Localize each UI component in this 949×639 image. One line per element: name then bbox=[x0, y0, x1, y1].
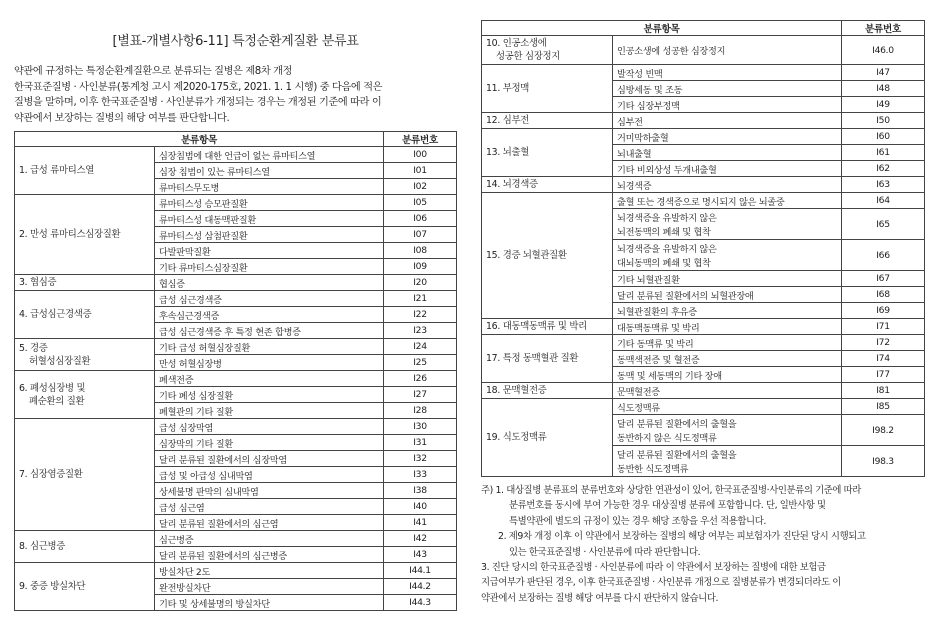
footnote-line: 3. 진단 당시의 한국표준질병 · 사인분류에 따라 이 약관에서 보장하는 질병에 대한 보험금 bbox=[481, 561, 826, 573]
item-name-cell bbox=[613, 65, 842, 81]
item-name: 급성 및 아급성 심내막염 bbox=[159, 470, 253, 482]
item-name: 동맥색전증 및 혈전증 bbox=[617, 354, 700, 366]
group-name-cell bbox=[482, 113, 613, 129]
item-name-cell bbox=[613, 446, 842, 477]
item-code-cell: I47 bbox=[842, 65, 925, 81]
group-name-line: 16. 대동맥동맥류 및 박리 bbox=[486, 321, 587, 332]
item-code-cell: I33 bbox=[384, 467, 457, 483]
item-name-cell bbox=[613, 81, 842, 97]
item-code-cell: I46.0 bbox=[842, 36, 925, 65]
item-name-cell bbox=[155, 451, 384, 467]
item-code-cell: I02 bbox=[384, 179, 457, 195]
item-name-cell bbox=[613, 399, 842, 415]
item-name: 출혈 또는 경색증으로 명시되지 않은 뇌졸중 bbox=[617, 196, 785, 208]
item-name-cell bbox=[155, 371, 384, 387]
group-name-cell bbox=[482, 65, 613, 113]
group-name-cell bbox=[482, 36, 613, 65]
item-name: 기타 비외상성 두개내출혈 bbox=[617, 164, 717, 176]
right-table-body bbox=[482, 36, 925, 477]
item-name-cell bbox=[155, 467, 384, 483]
item-name-cell bbox=[155, 227, 384, 243]
item-name: 달리 분류된 질환에서의 심근염 bbox=[159, 518, 279, 530]
item-name: 기타 및 상세불명의 방실차단 bbox=[159, 598, 270, 610]
item-code-cell: I22 bbox=[384, 307, 457, 323]
item-name-cell bbox=[613, 303, 842, 319]
item-name: 방실차단 2도 bbox=[159, 566, 211, 578]
item-name-cell bbox=[613, 209, 842, 240]
item-code-cell: I85 bbox=[842, 399, 925, 415]
item-name: 심장막의 기타 질환 bbox=[159, 438, 233, 450]
item-name-cell bbox=[613, 319, 842, 335]
item-name: 대뇌동맥의 폐쇄 및 협착 bbox=[617, 258, 711, 269]
group-name-cell bbox=[15, 371, 155, 419]
item-name-cell bbox=[613, 367, 842, 383]
item-code-cell: I06 bbox=[384, 211, 457, 227]
item-name: 기타 급성 허혈심장질환 bbox=[159, 342, 250, 354]
item-code-cell: I49 bbox=[842, 97, 925, 113]
group-name-line: 15. 경증 뇌혈관질환 bbox=[486, 250, 567, 261]
item-name-cell bbox=[155, 403, 384, 419]
item-name: 뇌경색증을 유발하지 않은 bbox=[617, 244, 717, 255]
group-name-line: 4. 급성심근경색증 bbox=[19, 309, 92, 320]
group-name-line: 19. 식도정맥류 bbox=[486, 432, 547, 443]
group-name-cell bbox=[482, 193, 613, 319]
item-code-cell: I00 bbox=[384, 147, 457, 163]
group-name-line: 9. 중증 방실차단 bbox=[19, 581, 86, 592]
group-name-line: 18. 문맥혈전증 bbox=[486, 385, 547, 396]
item-name: 달리 분류된 질환에서의 뇌혈관장애 bbox=[617, 290, 754, 302]
item-name-cell bbox=[613, 36, 842, 65]
document-title: [별표-개별사항6-11] 특정순환계질환 분류표 bbox=[112, 34, 359, 49]
group-name-cell bbox=[15, 339, 155, 371]
item-name: 달리 분류된 질환에서의 심장막염 bbox=[159, 454, 287, 466]
group-name-cell bbox=[482, 399, 613, 477]
item-code-cell: I07 bbox=[384, 227, 457, 243]
footnotes bbox=[481, 483, 925, 606]
table-row bbox=[15, 147, 457, 163]
table-row bbox=[15, 419, 457, 435]
header-category: 분류항목 bbox=[482, 21, 842, 36]
group-name-line: 5. 경증 bbox=[19, 342, 48, 354]
intro-line: 질병을 말하며, 이후 한국표준질병 · 사인분류가 개정되는 경우는 개정된 기준에 따라 이 bbox=[14, 97, 382, 108]
item-code-cell: I24 bbox=[384, 339, 457, 355]
footnote-line: 있는 한국표준질병 · 사인분류에 따라 판단합니다. bbox=[509, 546, 701, 558]
item-name: 동반하지 않은 식도정맥류 bbox=[617, 433, 717, 444]
item-name-cell bbox=[155, 195, 384, 211]
group-name-line: 허혈성심장질환 bbox=[29, 355, 91, 367]
table-header-row bbox=[482, 21, 925, 36]
item-name-cell bbox=[613, 145, 842, 161]
intro-line: 약관에서 보장하는 질병의 해당 여부를 판단합니다. bbox=[14, 112, 230, 124]
table-row bbox=[482, 129, 925, 145]
table-header-row bbox=[15, 132, 457, 147]
item-name: 뇌내출혈 bbox=[617, 148, 652, 160]
item-code-cell: I81 bbox=[842, 383, 925, 399]
intro-paragraph bbox=[14, 64, 457, 126]
item-name: 달리 분류된 질환에서의 심근병증 bbox=[159, 550, 287, 562]
item-name-cell bbox=[155, 563, 384, 579]
item-name-cell bbox=[155, 355, 384, 371]
item-name: 폐색전증 bbox=[159, 374, 194, 386]
group-name-line: 11. 부정맥 bbox=[486, 83, 529, 94]
item-name-cell bbox=[613, 335, 842, 351]
item-name: 식도정맥류 bbox=[617, 402, 660, 414]
item-code-cell: I30 bbox=[384, 419, 457, 435]
table-row bbox=[482, 36, 925, 65]
item-code-cell: I98.3 bbox=[842, 446, 925, 477]
footnote-line: 2. 제9차 개정 이후 이 약관에서 보장하는 질병의 해당 여부는 피보험자가 진단된 당시 시행되고 bbox=[498, 531, 866, 543]
item-name: 뇌혈관질환의 후유증 bbox=[617, 306, 697, 318]
item-code-cell: I28 bbox=[384, 403, 457, 419]
item-code-cell: I67 bbox=[842, 271, 925, 287]
item-name: 달리 분류된 질환에서의 출혈을 bbox=[617, 450, 737, 461]
item-name-cell bbox=[613, 287, 842, 303]
item-code-cell: I23 bbox=[384, 323, 457, 339]
item-name: 심장 침범이 있는 류마티스열 bbox=[159, 166, 270, 178]
item-name: 뇌전동맥의 폐쇄 및 협착 bbox=[617, 227, 711, 238]
item-name: 류마티스성 승모판질환 bbox=[159, 198, 248, 210]
item-code-cell: I44.1 bbox=[384, 563, 457, 579]
item-name-cell bbox=[155, 483, 384, 499]
footnote-line: 분류번호를 동시에 부여 가능한 경우 대상질병 분류에 포함합니다. 단, 일반사항 및 bbox=[509, 500, 826, 512]
item-code-cell: I26 bbox=[384, 371, 457, 387]
group-name-cell bbox=[482, 177, 613, 193]
item-name-cell bbox=[155, 179, 384, 195]
intro-line: 약관에 규정하는 특정순환계질환으로 분류되는 질병은 제8차 개정 bbox=[14, 66, 293, 77]
item-name: 급성 심장막염 bbox=[159, 422, 214, 434]
item-name-cell bbox=[155, 339, 384, 355]
item-name-cell bbox=[155, 435, 384, 451]
item-name-cell bbox=[155, 259, 384, 275]
item-name: 뇌경색증을 유발하지 않은 bbox=[617, 213, 717, 224]
item-name-cell bbox=[613, 240, 842, 271]
table-row bbox=[482, 335, 925, 351]
item-name: 거미막하출혈 bbox=[617, 132, 669, 144]
item-name: 완전방실차단 bbox=[159, 582, 211, 594]
item-name: 심장침범에 대한 언급이 없는 류마티스열 bbox=[159, 150, 316, 162]
item-name-cell bbox=[155, 211, 384, 227]
footnote-line: 약관에서 보장하는 질병 해당 여부를 다시 판단하지 않습니다. bbox=[481, 592, 719, 604]
item-name: 후속심근경색증 bbox=[159, 310, 220, 322]
item-name-cell bbox=[613, 161, 842, 177]
table-row bbox=[15, 291, 457, 307]
item-name: 인공소생에 성공한 심장정지 bbox=[617, 46, 726, 57]
item-name-cell bbox=[155, 595, 384, 611]
item-name: 급성 심근염 bbox=[159, 502, 205, 514]
header-category: 분류항목 bbox=[15, 132, 384, 147]
item-code-cell: I20 bbox=[384, 275, 457, 291]
left-table-body bbox=[15, 147, 457, 611]
item-code-cell: I08 bbox=[384, 243, 457, 259]
item-code-cell: I25 bbox=[384, 355, 457, 371]
item-name-cell bbox=[155, 531, 384, 547]
item-name-cell bbox=[613, 113, 842, 129]
item-name-cell bbox=[613, 177, 842, 193]
item-code-cell: I65 bbox=[842, 209, 925, 240]
classification-table-right bbox=[481, 20, 925, 477]
item-name: 급성 심근경색증 bbox=[159, 294, 222, 306]
item-name-cell bbox=[155, 499, 384, 515]
item-name: 협심증 bbox=[159, 278, 185, 290]
item-code-cell: I01 bbox=[384, 163, 457, 179]
item-name: 만성 허혈심장병 bbox=[159, 358, 222, 370]
intro-line: 한국표준질병 · 사인분류(통계청 고시 제2020-175호, 2021. 1. 1 시행) 중 다음에 적은 bbox=[14, 81, 383, 93]
item-code-cell: I63 bbox=[842, 177, 925, 193]
item-code-cell: I60 bbox=[842, 129, 925, 145]
item-code-cell: I50 bbox=[842, 113, 925, 129]
item-code-cell: I62 bbox=[842, 161, 925, 177]
group-name-line: 8. 심근병증 bbox=[19, 541, 66, 552]
group-name-line: 7. 심장염증질환 bbox=[19, 469, 83, 480]
item-name-cell bbox=[155, 243, 384, 259]
table-row bbox=[482, 177, 925, 193]
group-name-cell bbox=[15, 419, 155, 531]
group-name-cell bbox=[482, 319, 613, 335]
item-code-cell: I09 bbox=[384, 259, 457, 275]
item-name: 동맥 및 세동맥의 기타 장애 bbox=[617, 370, 722, 382]
item-code-cell: I69 bbox=[842, 303, 925, 319]
item-name-cell bbox=[613, 97, 842, 113]
group-name-line: 13. 뇌출혈 bbox=[486, 147, 529, 158]
table-row bbox=[482, 113, 925, 129]
item-name-cell bbox=[155, 387, 384, 403]
item-name: 기타 류마티스심장질환 bbox=[159, 262, 248, 274]
table-row bbox=[482, 319, 925, 335]
item-name-cell bbox=[613, 415, 842, 446]
item-name-cell bbox=[155, 515, 384, 531]
group-name-cell bbox=[15, 563, 155, 611]
group-name-cell bbox=[15, 291, 155, 339]
group-name-cell bbox=[482, 335, 613, 383]
group-name-line: 2. 만성 류마티스심장질환 bbox=[19, 229, 121, 240]
item-code-cell: I32 bbox=[384, 451, 457, 467]
item-code-cell: I77 bbox=[842, 367, 925, 383]
item-code-cell: I68 bbox=[842, 287, 925, 303]
item-name: 대동맥동맥류 및 박리 bbox=[617, 322, 700, 334]
item-code-cell: I48 bbox=[842, 81, 925, 97]
item-name: 급성 심근경색증 후 특정 현존 합병증 bbox=[159, 326, 301, 338]
table-row bbox=[482, 65, 925, 81]
item-name-cell bbox=[155, 147, 384, 163]
item-name-cell bbox=[155, 579, 384, 595]
item-name: 달리 분류된 질환에서의 출혈을 bbox=[617, 419, 737, 430]
table-row bbox=[15, 531, 457, 547]
item-name: 심부전 bbox=[617, 116, 643, 128]
item-name: 다발판막질환 bbox=[159, 246, 211, 258]
group-name-line: 10. 인공소생에 bbox=[486, 38, 547, 49]
item-name-cell bbox=[155, 291, 384, 307]
group-name-line: 폐순환의 질환 bbox=[29, 395, 85, 407]
group-name-cell bbox=[15, 275, 155, 291]
item-name: 문맥혈전증 bbox=[617, 386, 660, 398]
item-name-cell bbox=[613, 383, 842, 399]
group-name-line: 17. 특정 동맥혈관 질환 bbox=[486, 353, 579, 364]
table-row bbox=[482, 383, 925, 399]
table-row bbox=[15, 563, 457, 579]
group-name-cell bbox=[15, 531, 155, 563]
item-code-cell: I05 bbox=[384, 195, 457, 211]
group-name-line: 성공한 심장정지 bbox=[496, 51, 560, 62]
right-column bbox=[481, 20, 925, 606]
item-name: 상세불명 판막의 심내막염 bbox=[159, 486, 259, 498]
item-name: 발작성 빈맥 bbox=[617, 68, 663, 80]
item-name: 심방세동 및 조동 bbox=[617, 84, 683, 96]
item-code-cell: I44.3 bbox=[384, 595, 457, 611]
group-name-cell bbox=[15, 195, 155, 275]
item-name: 류마티스무도병 bbox=[159, 182, 220, 194]
item-name-cell bbox=[155, 163, 384, 179]
item-code-cell: I61 bbox=[842, 145, 925, 161]
footnote-line: 지급여부가 판단된 경우, 이후 한국표준질병 · 사인분류 개정으로 질병분류가 변경되더라도 이 bbox=[481, 577, 841, 589]
table-row bbox=[482, 399, 925, 415]
item-code-cell: I40 bbox=[384, 499, 457, 515]
group-name-line: 3. 협심증 bbox=[19, 277, 57, 288]
group-name-cell bbox=[15, 147, 155, 195]
item-code-cell: I21 bbox=[384, 291, 457, 307]
group-name-cell bbox=[482, 383, 613, 399]
item-name-cell bbox=[613, 271, 842, 287]
group-name-line: 12. 심부전 bbox=[486, 115, 529, 126]
item-code-cell: I72 bbox=[842, 335, 925, 351]
header-code: 분류번호 bbox=[384, 132, 457, 147]
item-name-cell bbox=[155, 275, 384, 291]
table-row bbox=[15, 195, 457, 211]
item-name: 기타 심장부정맥 bbox=[617, 100, 680, 112]
group-name-cell bbox=[482, 129, 613, 177]
table-row bbox=[15, 339, 457, 355]
item-name-cell bbox=[155, 307, 384, 323]
table-row bbox=[482, 193, 925, 209]
item-name-cell bbox=[613, 193, 842, 209]
item-name: 기타 폐성 심장질환 bbox=[159, 390, 233, 402]
item-code-cell: I38 bbox=[384, 483, 457, 499]
item-code-cell: I27 bbox=[384, 387, 457, 403]
item-name: 심근병증 bbox=[159, 534, 194, 546]
table-row bbox=[15, 275, 457, 291]
item-code-cell: I31 bbox=[384, 435, 457, 451]
header-code: 분류번호 bbox=[842, 21, 925, 36]
group-name-line: 1. 급성 류마티스열 bbox=[19, 165, 94, 176]
classification-table-left bbox=[14, 131, 457, 611]
footnote-line: 주) 1. 대상질병 분류표의 분류번호와 상당한 연관성이 있어, 한국표준질병·사인분류의 기준에 따라 bbox=[481, 485, 861, 496]
left-column bbox=[14, 0, 457, 611]
item-name: 폐혈관의 기타 질환 bbox=[159, 406, 233, 418]
table-row bbox=[15, 371, 457, 387]
footnote-line: 특별약관에 별도의 규정이 있는 경우 해당 조항을 우선 적용합니다. bbox=[509, 515, 766, 527]
item-code-cell: I44.2 bbox=[384, 579, 457, 595]
item-name: 뇌경색증 bbox=[617, 180, 652, 192]
group-name-line: 14. 뇌경색증 bbox=[486, 179, 538, 190]
item-name: 류마티스성 삼첨판질환 bbox=[159, 230, 248, 242]
item-name-cell bbox=[613, 129, 842, 145]
item-code-cell: I66 bbox=[842, 240, 925, 271]
item-name: 동반한 식도정맥류 bbox=[617, 464, 689, 475]
item-code-cell: I64 bbox=[842, 193, 925, 209]
item-code-cell: I41 bbox=[384, 515, 457, 531]
group-name-line: 6. 폐성심장병 및 bbox=[19, 382, 86, 394]
item-code-cell: I43 bbox=[384, 547, 457, 563]
item-code-cell: I71 bbox=[842, 319, 925, 335]
item-name: 기타 뇌혈관질환 bbox=[617, 274, 680, 286]
item-name: 류마티스성 대동맥판질환 bbox=[159, 214, 256, 226]
item-name-cell bbox=[155, 419, 384, 435]
item-name-cell bbox=[155, 547, 384, 563]
item-name: 기타 동맥류 및 박리 bbox=[617, 338, 694, 350]
item-code-cell: I74 bbox=[842, 351, 925, 367]
item-name-cell bbox=[155, 323, 384, 339]
item-name-cell bbox=[613, 351, 842, 367]
item-code-cell: I42 bbox=[384, 531, 457, 547]
item-code-cell: I98.2 bbox=[842, 415, 925, 446]
